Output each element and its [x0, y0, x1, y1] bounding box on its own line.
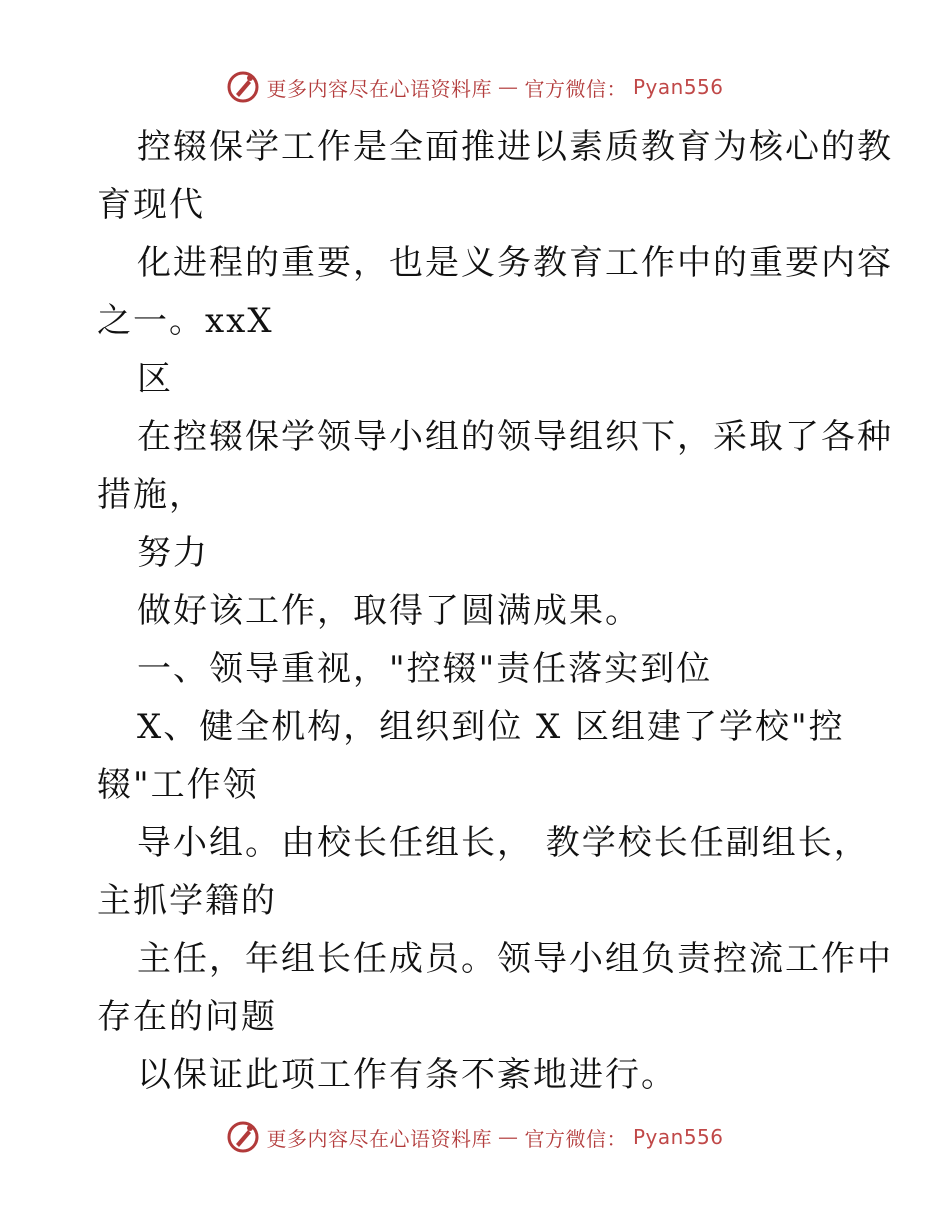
- paragraph-line: 化进程的重要，也是义务教育工作中的重要内容: [137, 243, 893, 283]
- paragraph-line: X、健全机构，组织到位 X 区组建了学校"控: [137, 707, 845, 747]
- paragraph-line: 导小组。由校长任组长， 教学校长任副组长，: [137, 823, 870, 863]
- paragraph-line: 努力: [137, 533, 209, 573]
- watermark-wechat-id: Pyan556: [632, 1125, 724, 1149]
- document-body: [97, 118, 893, 1104]
- watermark-wechat-label: 官方微信：: [524, 76, 627, 101]
- footer-watermark: [0, 1120, 950, 1154]
- watermark-separator: —: [497, 75, 519, 99]
- watermark-wechat-label: 官方微信：: [524, 1126, 627, 1151]
- paragraph-line: 做好该工作，取得了圆满成果。: [137, 591, 641, 631]
- paragraph-line: 育现代: [97, 185, 205, 225]
- paragraph-line: 区: [137, 359, 173, 399]
- paragraph-line: 之一。xxX: [97, 301, 274, 341]
- watermark-text: 更多内容尽在心语资料库: [266, 1126, 492, 1151]
- paragraph-line: 一、领导重视，"控辍"责任落实到位: [137, 649, 713, 689]
- paragraph-line: 控辍保学工作是全面推进以素质教育为核心的教: [137, 127, 893, 167]
- pen-logo-icon: [226, 70, 260, 104]
- paragraph-line: 以保证此项工作有条不紊地进行。: [137, 1055, 677, 1095]
- paragraph-line: 措施，: [97, 475, 205, 515]
- watermark-wechat-id: Pyan556: [632, 75, 724, 99]
- watermark-text: 更多内容尽在心语资料库: [266, 76, 492, 101]
- paragraph-line: 主抓学籍的: [97, 881, 277, 921]
- paragraph-line: 主任，年组长任成员。领导小组负责控流工作中: [137, 939, 893, 979]
- paragraph-line: 在控辍保学领导小组的领导组织下，采取了各种: [137, 417, 893, 457]
- paragraph-line: 辍"工作领: [97, 765, 259, 805]
- pen-logo-icon: [226, 1120, 260, 1154]
- watermark-separator: —: [497, 1125, 519, 1149]
- paragraph-line: 存在的问题: [97, 997, 277, 1037]
- header-watermark: [0, 70, 950, 104]
